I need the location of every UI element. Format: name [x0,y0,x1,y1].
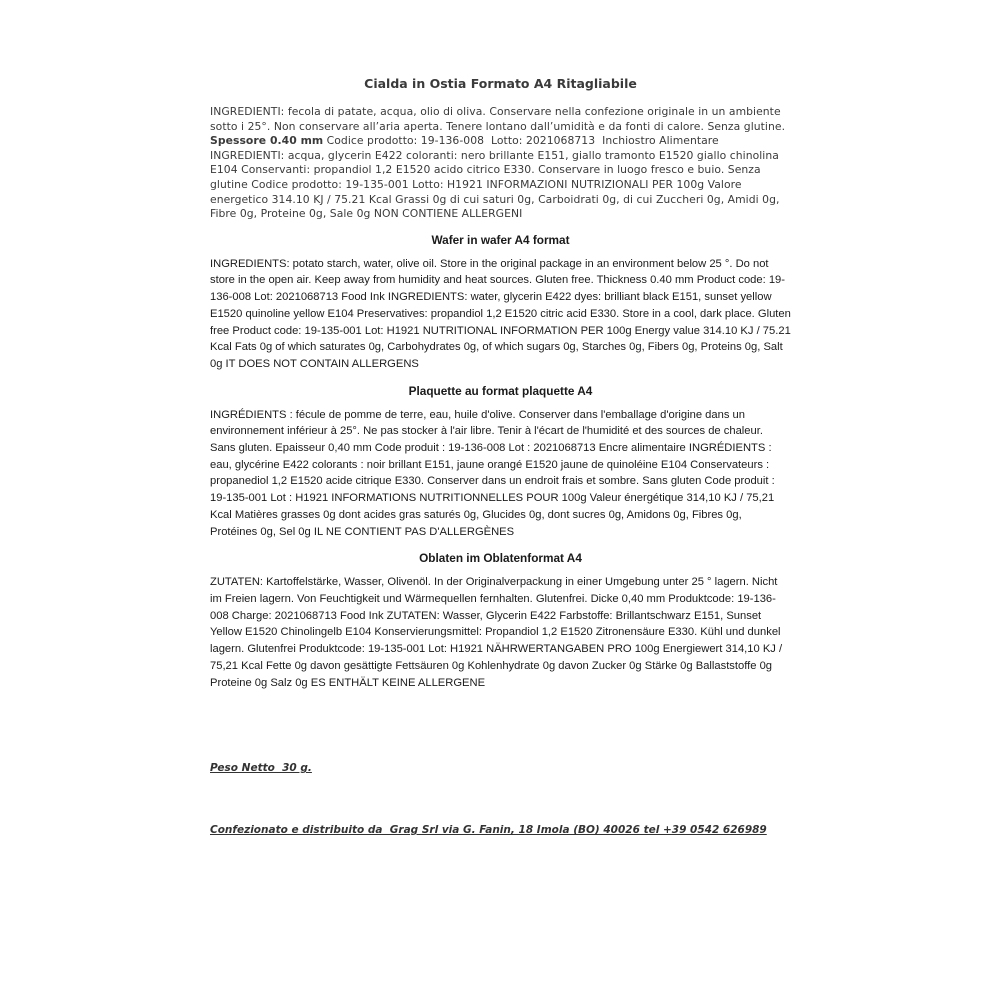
paragraph-english: INGREDIENTS: potato starch, water, olive oil. Store in the original package in an environment below 25 °. Do not store in the open air. Keep away from humidity and heat sources. Gluten free. Thickness 0.40 mm Product code: 19-136-008 Lot: 2021068713 Food Ink INGREDIENTS: water, glycerin E422 dyes: brilliant black E151, sunset yellow E1520 quinoline yellow E104 Preservatives: propandiol 1,2 E1520 citric acid E330. Store in a cool, dark place. Gluten free Product code: 19-135-001 Lot: H1921 NUTRITIONAL INFORMATION PER 100g Energy value 314.10 KJ / 75.21 Kcal Fats 0g of which saturates 0g, Carbohydrates 0g, of which sugars 0g, Starches 0g, Fibers 0g, Proteins 0g, Salt 0g IT DOES NOT CONTAIN ALLERGENS [210,257,794,370]
label-content [210,76,794,837]
heading-english: Wafer in wafer A4 format [431,232,570,247]
italian-thickness-text: Spessore 0.40 mm [210,134,324,148]
heading-french: Plaquette au format plaquette A4 [408,383,593,398]
paragraph-german: ZUTATEN: Kartoffelstärke, Wasser, Olivenöl. In der Originalverpackung in einer Umgebung unter 25 ° lagern. Nicht im Freien lagern. Von Feuchtigkeit und Wärmequellen fernhalten. Glutenfrei. Dicke 0,40 mm Produktcode: 19-136-008 Charge: 2021068713 Food Ink ZUTATEN: Wasser, Glycerin E422 Farbstoffe: Brillantschwarz E151, Sunset Yellow E1520 Chinolingelb E104 Konservierungsmittel: Propandiol 1,2 E1520 Zitronensäure E330. Kühl und dunkel lagern. Glutenfrei Produktcode: 19-135-001 Lot: H1921 NÄHRWERTANGABEN PRO 100g Energiewert 314,10 KJ / 75,21 Kcal Fette 0g davon gesättigte Fettsäuren 0g Kohlenhydrate 0g davon Zucker 0g Stärke 0g Ballaststoffe 0g Proteine 0g Salz 0g ES ENTHÄLT KEINE ALLERGENE [210,576,786,689]
net-weight-line: Peso Netto 30 g. [210,762,312,775]
paragraph-french: INGRÉDIENTS : fécule de pomme de terre, eau, huile d'olive. Conserver dans l'emballage d'origine dans un environnement inférieur à 25°. Ne pas stocker à l'air libre. Tenir à l'écart de l'humidité et des sources de chaleur. Sans gluten. Epaisseur 0,40 mm Code produit : 19-136-008 Lot : 2021068713 Encre alimentaire INGRÉDIENTS : eau, glycérine E422 colorants : noir brillant E151, jaune orangé E1520 jaune de quinoléine E104 Conservateurs : propanediol 1,2 E1520 acide citrique E330. Conserver dans un endroit frais et sombre. Sans gluten Code produit : 19-135-001 Lot : H1921 INFORMATIONS NUTRITIONNELLES POUR 100g Valeur énergétique 314,10 KJ / 75,21 Kcal Matières grasses 0g dont acides gras saturés 0g, Glucides 0g, dont sucres 0g, Amidons 0g, Fibres 0g, Protéines 0g, Sel 0g IL NE CONTIENT PAS D'ALLERGÈNES [210,408,778,538]
distributor-line: Confezionato e distribuito da Grag Srl via G. Fanin, 18 Imola (BO) 40026 tel +39 0542 626989 [210,824,767,837]
italian-ingredients-text: INGREDIENTI: fecola di patate, acqua, olio di oliva. Conservare nella confezione originale in un ambiente sotto i 25°. Non conservare all’aria aperta. Tenere lontano dall’umidità e da fonti di calore. Senza glutine. [210,105,789,133]
paragraph-italian [210,105,791,222]
heading-german: Oblaten im Oblatenformat A4 [419,551,582,566]
italian-details-text: Codice prodotto: 19-136-008 Lotto: 2021068713 Inchiostro Alimentare INGREDIENTI: acqua, glycerin E422 coloranti: nero brillante E151, giallo tramonto E1520 giallo chinolina E104 Conservanti: propandiol 1,2 E1520 acido citrico E330. Conservare in luogo fresco e buio. Senza glutine Codice prodotto: 19-135-001 Lotto: H1921 INFORMAZIONI NUTRIZIONALI PER 100g Valore energetico 314.10 KJ / 75.21 Kcal Grassi 0g di cui saturi 0g, Carboidrati 0g, di cui Zuccheri 0g, Amidi 0g, Fibre 0g, Proteine 0g, Sale 0g NON CONTIENE ALLERGENI [210,134,783,221]
document-title: Cialda in Ostia Formato A4 Ritagliabile [364,76,637,91]
